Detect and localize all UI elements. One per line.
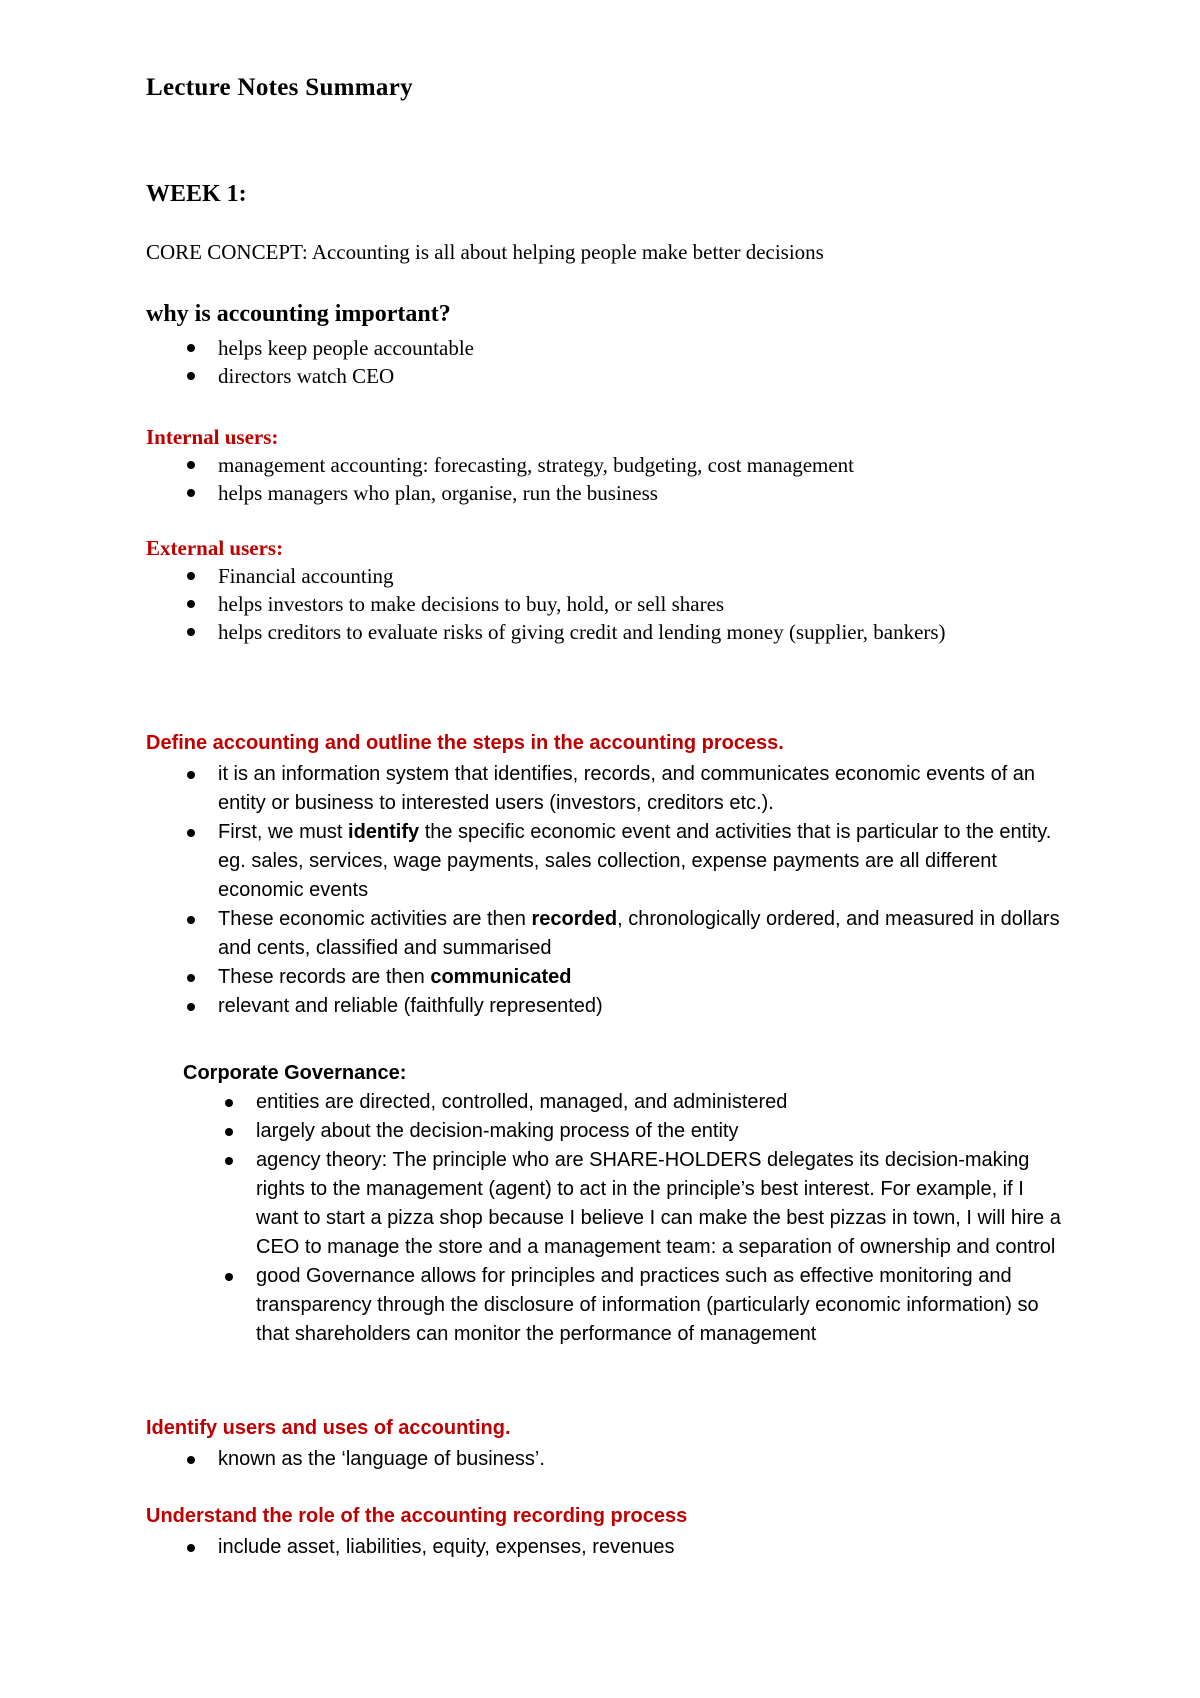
- bullet-icon: [187, 974, 195, 982]
- bullet-icon: [187, 372, 195, 380]
- bullet-icon: [225, 1128, 233, 1136]
- bullet-icon: [187, 1003, 195, 1011]
- recording-process-list: [218, 1533, 1068, 1562]
- list-item: it is an information system that identifies, records, and communicates economic events of an entity or business to interested users (investors, creditors etc.).: [218, 760, 1068, 818]
- bullet-icon: [187, 1456, 195, 1464]
- bullet-icon: [187, 1544, 195, 1552]
- list-item: These records are then communicated: [218, 963, 1068, 992]
- identify-users-heading: Identify users and uses of accounting.: [146, 1417, 511, 1439]
- bullet-icon: [187, 829, 195, 837]
- list-item: helps keep people accountable: [218, 334, 1018, 362]
- why-list: [218, 334, 1018, 390]
- bullet-icon: [225, 1273, 233, 1281]
- internal-users-list: [218, 451, 1018, 507]
- list-item: helps creditors to evaluate risks of giving credit and lending money (supplier, bankers): [218, 618, 998, 646]
- bullet-icon: [187, 771, 195, 779]
- page-title: Lecture Notes Summary: [146, 74, 413, 101]
- list-item: include asset, liabilities, equity, expenses, revenues: [218, 1533, 1068, 1562]
- bullet-icon: [187, 628, 195, 636]
- identify-users-list: [218, 1445, 1068, 1474]
- list-item: First, we must identify the specific economic event and activities that is particular to the entity. eg. sales, services, wage payments, sales collection, expense payments are all different economic events: [218, 818, 1068, 905]
- list-item: good Governance allows for principles and practices such as effective monitoring and transparency through the disclosure of information (particularly economic information) so that shareholders can monitor the performance of management: [256, 1262, 1066, 1349]
- internal-users-heading: Internal users:: [146, 425, 279, 449]
- bullet-icon: [187, 600, 195, 608]
- week-heading: WEEK 1:: [146, 181, 247, 207]
- list-item: directors watch CEO: [218, 362, 1018, 390]
- list-item: These economic activities are then recorded, chronologically ordered, and measured in dollars and cents, classified and summarised: [218, 905, 1068, 963]
- core-concept: CORE CONCEPT: Accounting is all about helping people make better decisions: [146, 240, 824, 264]
- bullet-icon: [187, 344, 195, 352]
- bullet-icon: [187, 461, 195, 469]
- external-users-list: [218, 562, 998, 646]
- list-item: known as the ‘language of business’.: [218, 1445, 1068, 1474]
- list-item: management accounting: forecasting, strategy, budgeting, cost management: [218, 451, 1018, 479]
- define-accounting-heading: Define accounting and outline the steps in the accounting process.: [146, 732, 784, 754]
- list-item: largely about the decision-making process of the entity: [256, 1117, 1066, 1146]
- bullet-icon: [187, 572, 195, 580]
- list-item: Financial accounting: [218, 562, 998, 590]
- bullet-icon: [225, 1157, 233, 1165]
- bullet-icon: [187, 916, 195, 924]
- list-item: entities are directed, controlled, managed, and administered: [256, 1088, 1066, 1117]
- corporate-governance-heading: Corporate Governance:: [183, 1062, 407, 1084]
- why-heading: why is accounting important?: [146, 301, 451, 327]
- define-accounting-list: [218, 760, 1068, 1021]
- recording-process-heading: Understand the role of the accounting recording process: [146, 1505, 688, 1527]
- list-item: helps investors to make decisions to buy, hold, or sell shares: [218, 590, 998, 618]
- external-users-heading: External users:: [146, 536, 284, 560]
- bullet-icon: [225, 1099, 233, 1107]
- corporate-governance-list: [256, 1088, 1066, 1349]
- list-item: helps managers who plan, organise, run the business: [218, 479, 1018, 507]
- list-item: agency theory: The principle who are SHARE-HOLDERS delegates its decision-making rights to the management (agent) to act in the principle’s best interest. For example, if I want to start a pizza shop because I believe I can make the best pizzas in town, I will hire a CEO to manage the store and a management team: a separation of ownership and control: [256, 1146, 1066, 1262]
- bullet-icon: [187, 489, 195, 497]
- list-item: relevant and reliable (faithfully represented): [218, 992, 1068, 1021]
